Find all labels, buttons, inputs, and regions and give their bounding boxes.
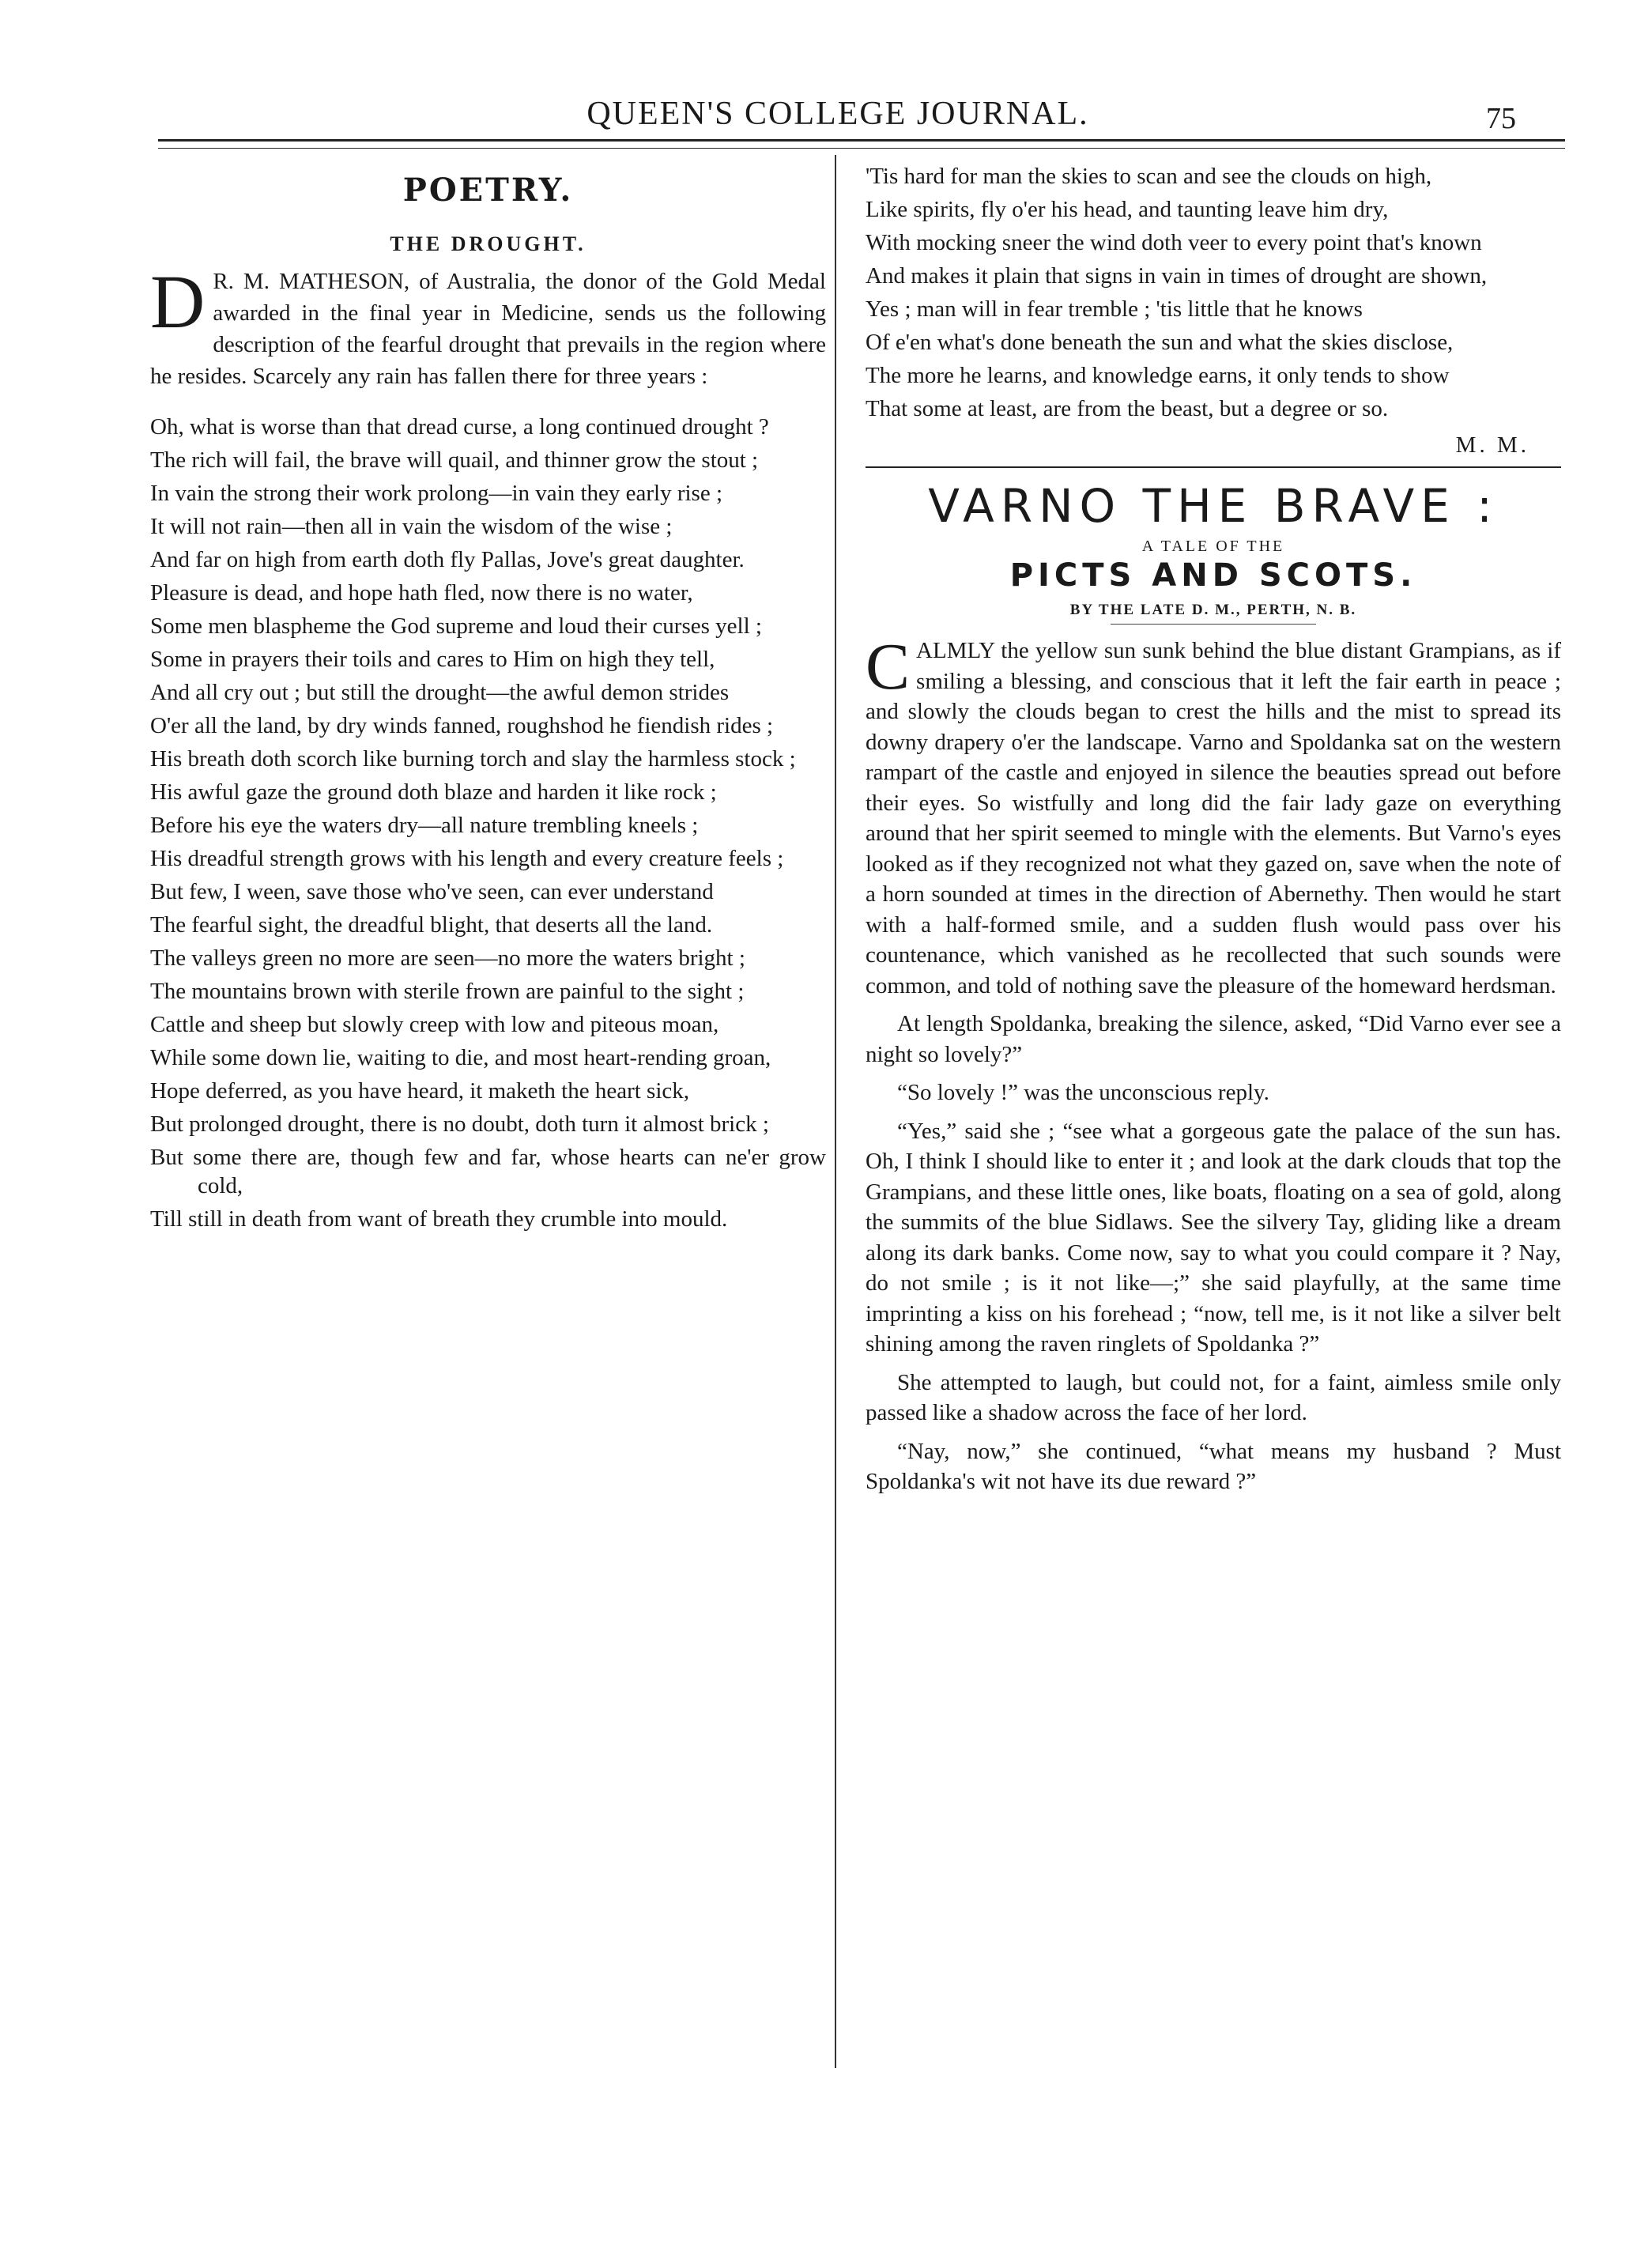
story-subtitle: A TALE OF THE [1141,538,1285,555]
poem-signature: M. M. [1455,432,1529,458]
verse-line: And makes it plain that signs in vain in times of drought are shown, [866,263,1488,289]
paragraph-text: “Nay, now,” she continued, “what means my husband ? Must Spoldanka's wit not have its due reward ?” [866,1438,1561,1494]
verse-line: Before his eye the waters dry—all nature trembling kneels ; [150,813,699,838]
verse-line: His breath doth scorch like burning torch and slay the harmless stock ; [150,746,796,772]
poem-stanza [150,413,826,1233]
verse-line: The mountains brown with sterile frown are painful to the sight ; [150,979,745,1004]
paragraph-text: She attempted to laugh, but could not, for a faint, aimless smile only passed like a shadow across the face of her lord. [866,1369,1561,1425]
page-number: 75 [1486,102,1516,135]
verse-line: While some down lie, waiting to die, and most heart-rending groan, [150,1045,771,1070]
section-rule [866,466,1561,468]
verse-line: Hope deferred, as you have heard, it maketh the heart sick, [150,1078,690,1104]
poem-intro [150,259,826,392]
verse-line: That some at least, are from the beast, but a degree or so. [866,396,1389,421]
verse-line: But some there are, though few and far, whose hearts can ne'er grow cold, [150,1145,826,1198]
poem-title: THE DROUGHT. [390,232,586,255]
byline-rule [1111,624,1316,625]
story-paragraph [866,1009,1561,1070]
story-paragraph [866,630,1561,1001]
section-title: POETRY. [402,172,574,209]
verse-line: The fearful sight, the dreadful blight, that deserts all the land. [150,912,713,938]
story-body [866,630,1561,1497]
verse-line: It will not rain—then all in vain the wisdom of the wise ; [150,514,673,539]
paragraph-text: At length Spoldanka, breaking the silence, asked, “Did Varno ever see a night so lovely?” [866,1011,1561,1067]
story-paragraph [866,1368,1561,1428]
verse-line: With mocking sneer the wind doth veer to every point that's known [866,230,1482,255]
verse-line: O'er all the land, by dry winds fanned, roughshod he fiendish rides ; [150,713,774,738]
story-byline: BY THE LATE D. M., PERTH, N. B. [1069,602,1357,618]
verse-line: Of e'en what's done beneath the sun and what the skies disclose, [866,330,1454,355]
left-column [150,162,826,1238]
paragraph-text: “Yes,” said she ; “see what a gorgeous gate the palace of the sun has. Oh, I think I should like to enter it ; and look at the dark clouds that top the Grampians, and these little ones, like boats, floating on a sea of gold, along the summits of the blue Sidlaws. See the silvery Tay, gliding like a dream along its dark banks. Come now, say to what you could compare it ? Nay, do not smile ; is it not like—;” she said playfully, at the same time imprinting a kiss on his forehead ; “now, tell me, is it not like a silver belt shining among the raven ringlets of Spoldanka ?” [866,1118,1561,1357]
verse-line: Till still in death from want of breath they crumble into mould. [150,1206,728,1232]
verse-line: In vain the strong their work prolong—in vain they early rise ; [150,481,723,506]
verse-line: But few, I ween, save those who've seen, can ever understand [150,879,714,904]
verse-line: Yes ; man will in fear tremble ; 'tis little that he knows [866,296,1363,322]
right-column [866,162,1561,1505]
verse-line: The more he learns, and knowledge earns, it only tends to show [866,363,1450,388]
story-paragraph [866,1077,1561,1108]
intro-text: R. M. MATHESON, of Australia, the donor of the Gold Medal awarded in the final year in Medicine, sends us the following description of the fearful drought that prevails in the region where he resides. Scarcely any rain has fallen there for three years : [150,269,826,389]
drop-cap: C [866,630,911,704]
verse-line: And all cry out ; but still the drought—the awful demon strides [150,680,730,705]
verse-line: Some men blaspheme the God supreme and loud their curses yell ; [150,613,762,639]
verse-line: The valleys green no more are seen—no more the waters bright ; [150,945,745,971]
story-paragraph [866,1436,1561,1497]
verse-line: Oh, what is worse than that dread curse, a long continued drought ? [150,414,769,440]
verse-line: 'Tis hard for man the skies to scan and see the clouds on high, [866,164,1432,189]
column-divider [835,155,836,2068]
header-rule [158,139,1565,149]
verse-line: His dreadful strength grows with his length and every creature feels ; [150,846,784,871]
story-paragraph [866,1116,1561,1360]
verse-line: His awful gaze the ground doth blaze and harden it like rock ; [150,779,717,805]
verse-line: And far on high from earth doth fly Pallas, Jove's great daughter. [150,547,745,572]
verse-line: Some in prayers their toils and cares to Him on high they tell, [150,647,715,672]
journal-title: QUEEN'S COLLEGE JOURNAL. [586,96,1089,132]
verse-line: Like spirits, fly o'er his head, and taunting leave him dry, [866,197,1389,222]
verse-line: But prolonged drought, there is no doubt, doth turn it almost brick ; [150,1111,769,1137]
paragraph-text: ALMLY the yellow sun sunk behind the blue distant Grampians, as if smiling a blessing, and conscious that it left the fair earth in peace ; and slowly the clouds began to crest the hills and the mist to spread its downy drapery o'er the landscape. Varno and Spoldanka sat on the western rampart of the castle and enjoyed in silence the beauties spread out before their eyes. So wistfully and long did the fair lady gaze on everything around that her spirit seemed to mingle with the elements. But Varno's eyes looked as if they recognized not what they gazed on, save when the note of a horn sounded at times in the direction of Abernethy. Then would he start with a half-formed smile, and a sudden flush would pass over his countenance, which vanished as he recollected that such sounds were common, and told of nothing save the pleasure of the homeward herdsman. [866,638,1561,998]
story-title: VARNO THE BRAVE : [928,479,1499,533]
poem-stanza-continued [866,162,1561,423]
verse-line: Pleasure is dead, and hope hath fled, now there is no water, [150,580,693,606]
verse-line: The rich will fail, the brave will quail, and thinner grow the stout ; [150,447,759,473]
story-subtitle-main: PICTS AND SCOTS. [1009,557,1417,594]
paragraph-text: “So lovely !” was the unconscious reply. [897,1080,1269,1105]
drop-cap: D [150,259,206,344]
verse-line: Cattle and sheep but slowly creep with low and piteous moan, [150,1012,719,1037]
